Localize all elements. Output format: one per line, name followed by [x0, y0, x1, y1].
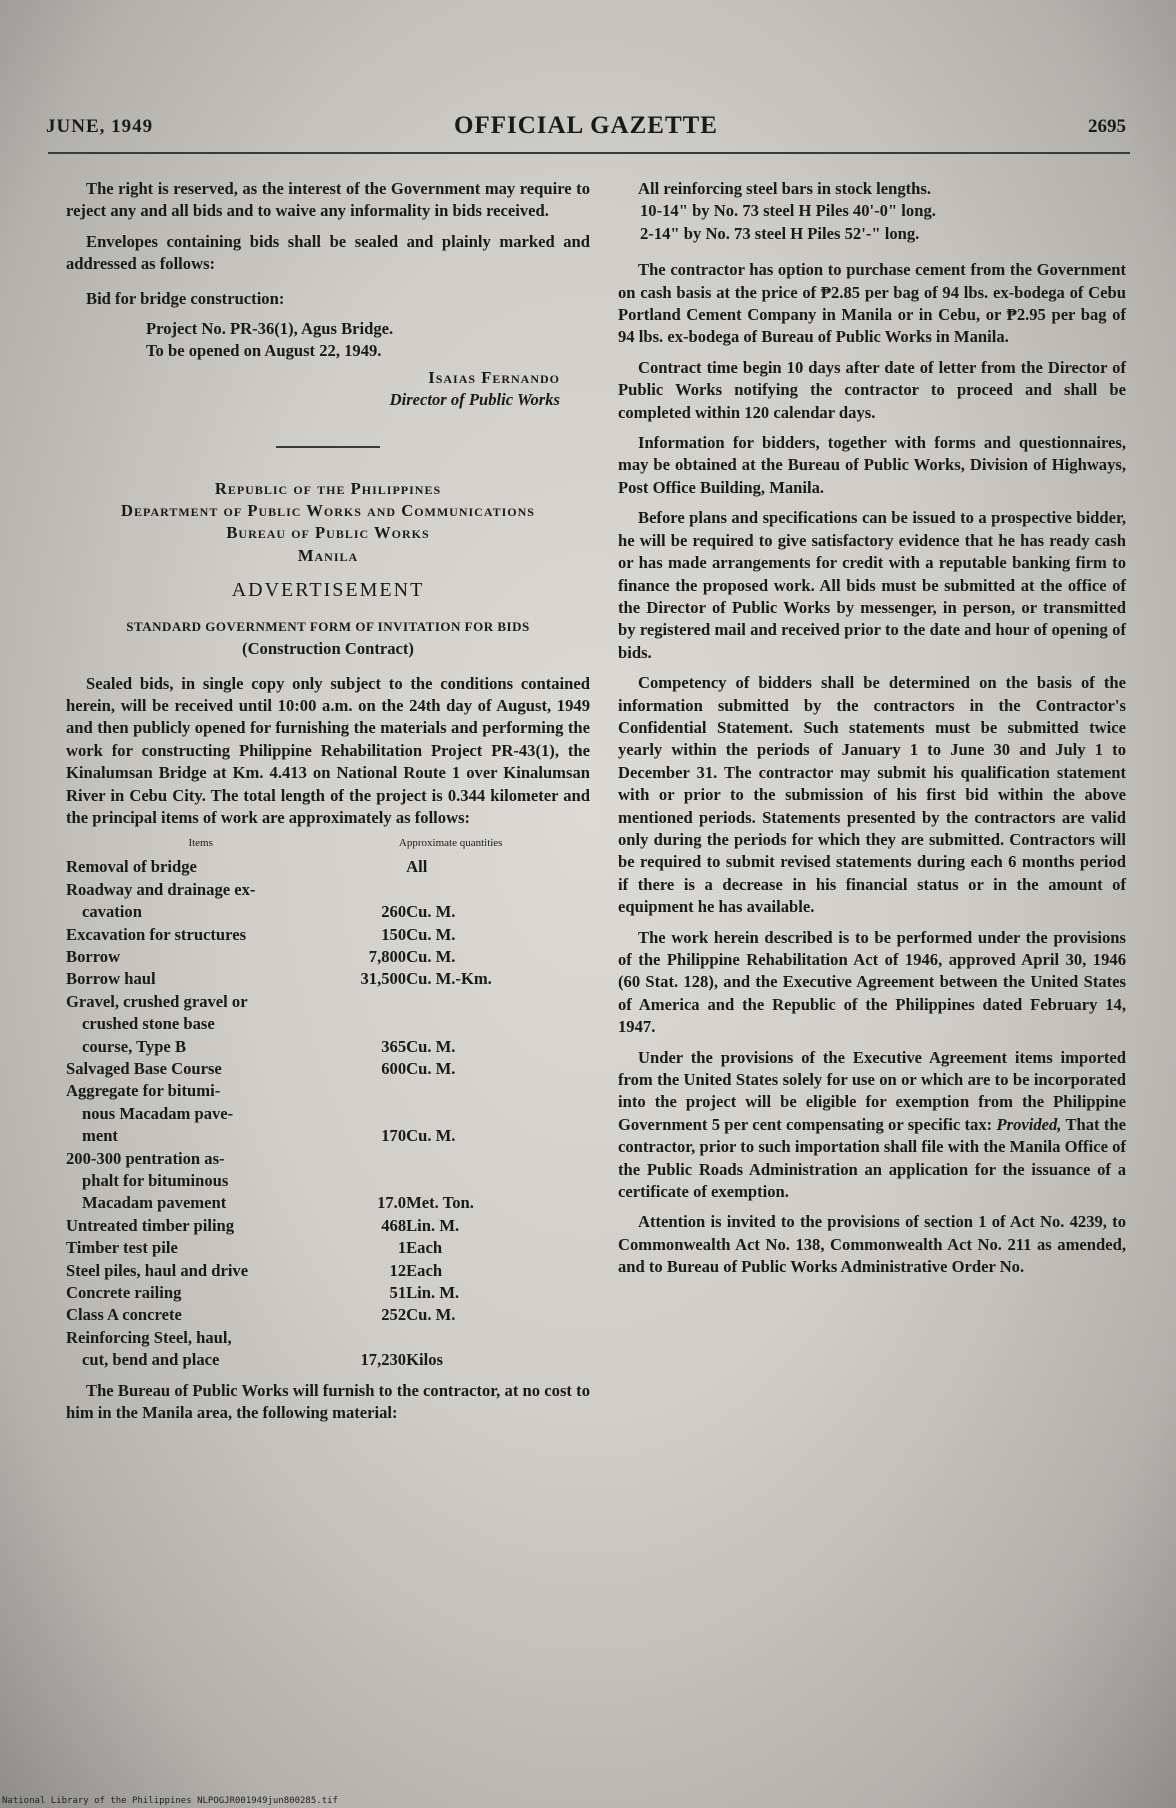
advertisement-heading: ADVERTISEMENT — [231, 579, 425, 602]
item-quantity — [335, 1327, 406, 1349]
standard-form-heading: STANDARD GOVERNMENT FORM OF INVITATION FOR BIDS — [126, 618, 530, 634]
item-name: Borrow haul — [66, 969, 156, 989]
item-unit — [406, 1148, 566, 1170]
item-name: Roadway and drainage ex- — [66, 879, 256, 899]
item-quantity — [335, 1080, 406, 1102]
item-quantity: 150 — [381, 924, 407, 944]
left-column — [66, 178, 590, 1433]
item-name: ment — [82, 1126, 118, 1146]
item-quantity — [335, 1170, 406, 1192]
table-row — [66, 1349, 566, 1371]
paragraph-text: That the contractor, prior to such importation shall file with the Manila Office of the Public Roads Administration an application for the issuance of a certificate of exemption. — [618, 1114, 1126, 1202]
table-row — [66, 1058, 566, 1080]
items-table-body — [66, 856, 566, 1371]
item-unit — [406, 1013, 566, 1035]
paragraph: The right is reserved, as the interest of the Government may require to reject any and all bids and to waive any informality in bids received. — [66, 179, 590, 221]
city-heading: Manila — [297, 545, 359, 565]
item-quantity: 17,230 — [360, 1350, 407, 1370]
item-name: Removal of bridge — [66, 857, 197, 877]
item-quantity — [335, 1103, 406, 1125]
header-page-number: 2695 — [1088, 116, 1126, 137]
table-row — [66, 1260, 566, 1282]
paragraph: The work herein described is to be performed under the provisions of the Philippine Rehabilitation Act of 1946, approved April 30, 1946 (60 Stat. 128), and the Executive Agreement between the United States of America and the Republic of the Philippines dated February 14, 1947. — [618, 927, 1126, 1037]
signatory-name: Isaias Fernando — [428, 367, 560, 387]
item-unit — [406, 1080, 566, 1102]
section-divider — [276, 446, 380, 448]
quantities-column-header: Approximate quantities — [398, 837, 503, 850]
item-unit — [406, 879, 566, 901]
scan-footer: National Library of the Philippines NLPOGJR001949jun800285.tif — [2, 1796, 338, 1806]
item-name: Aggregate for bitumi- — [66, 1081, 221, 1101]
item-name: Untreated timber piling — [66, 1215, 235, 1235]
table-row — [66, 1013, 566, 1035]
department-heading: Department of Public Works and Communications — [121, 501, 535, 521]
paragraph: Before plans and specifications can be issued to a prospective bidder, he will be required to give satisfactory evidence that he has ready cash or has made arrangements for credit with a reputable banking firm to finance the proposed work. All bids must be submitted at the office of the Director of Public Works by messenger, in person, or transmitted by registered mail and received prior to the date and hour of opening of bids. — [618, 508, 1126, 662]
table-row — [66, 1215, 566, 1237]
items-table — [66, 837, 566, 1371]
table-row — [66, 1327, 566, 1349]
item-name: Concrete railing — [66, 1283, 182, 1303]
paragraph-text: Under the provisions of the Executive Agreement items imported from the United States solely for use on or which are to be incorporated into the project will be eligible for exemption from the Philippine Government 5 per cent compensating or specific tax: — [618, 1047, 1126, 1134]
paragraph: Envelopes containing bids shall be sealed and plainly marked and addressed as follows: — [66, 231, 590, 274]
table-row — [66, 924, 566, 946]
item-quantity — [335, 879, 406, 901]
bid-for-line: Bid for bridge construction: — [86, 288, 285, 308]
item-unit: Cu. M. — [406, 1036, 456, 1056]
table-row — [66, 856, 566, 878]
paragraph: The contractor has option to purchase cement from the Government on cash basis at the price of ₱2.85 per bag of 94 lbs. ex-bodega of Cebu Portland Cement Company in Manila or in Cebu, or ₱2.95 per bag of 94 lbs. ex-bodega of Bureau of Public Works in Manila. — [618, 260, 1126, 347]
item-unit: Cu. M. — [406, 1059, 456, 1078]
item-unit: Kilos — [406, 1350, 443, 1370]
item-name: nous Macadam pave- — [82, 1103, 234, 1123]
page-header — [46, 112, 1126, 146]
item-unit — [406, 1103, 566, 1125]
item-name: Gravel, crushed gravel or — [66, 991, 248, 1011]
item-name: Steel piles, haul and drive — [66, 1260, 249, 1280]
item-quantity: 170 — [381, 1126, 407, 1146]
item-quantity: 31,500 — [360, 969, 407, 989]
paragraph: Attention is invited to the provisions of section 1 of Act No. 4239, to Commonwealth Act No. 138, Commonwealth Act No. 211 as amended, and to Bureau of Public Works Administrative Order No. — [618, 1212, 1126, 1277]
header-rule — [48, 152, 1130, 154]
item-name: 200-300 pentration as- — [66, 1148, 225, 1168]
item-unit: Cu. M. — [406, 924, 456, 944]
item-name: Class A concrete — [66, 1305, 182, 1325]
item-quantity — [335, 1013, 406, 1035]
item-name: phalt for bituminous — [82, 1171, 229, 1191]
paragraph: Competency of bidders shall be determined on the basis of the information submitted by the contractors in the Contractor's Confidential Statement. Such statements must be submitted twice yearly within the periods of January 1 to June 30 and July 1 to December 31. The contractor may submit his qualification statement with or prior to the submission of his first bid within the above mentioned periods. Statements presented by the contractors are valid only during the periods for which they are submitted. Contractors will be required to submit revised statements during each 6 months period if there is a decrease in his financial status or in the amount of equipment he has available. — [618, 673, 1126, 917]
item-unit — [406, 991, 566, 1013]
item-quantity: 252 — [381, 1305, 407, 1325]
paragraph: Sealed bids, in single copy only subject to the conditions contained herein, will be received until 10:00 a.m. on the 24th day of August, 1949 and then publicly opened for furnishing the materials and performing the work for constructing Philippine Rehabilitation Project PR-43(1), the Kinalumsan Bridge at Km. 4.413 on National Route 1 over Kinalumsan River in Cebu City. The total length of the project is 0.344 kilometer and the principal items of work are approximately as follows: — [66, 673, 590, 827]
item-quantity: 365 — [381, 1036, 407, 1056]
provided-word: Provided, — [996, 1114, 1062, 1134]
item-unit: Cu. M. — [406, 902, 456, 922]
right-column — [618, 178, 1126, 1287]
item-name: Timber test pile — [66, 1238, 178, 1258]
table-row — [66, 1304, 566, 1326]
signatory-title: Director of Public Works — [389, 390, 560, 410]
material-line: All reinforcing steel bars in stock lengths. — [638, 179, 931, 198]
item-quantity: 260 — [381, 902, 407, 922]
table-row — [66, 946, 566, 968]
bureau-heading: Bureau of Public Works — [226, 523, 430, 543]
items-column-header: Items — [188, 837, 213, 850]
contract-type: (Construction Contract) — [242, 639, 414, 659]
paragraph: Contract time begin 10 days after date of letter from the Director of Public Works notifying the contractor to proceed and shall be completed within 120 calendar days. — [618, 357, 1126, 422]
item-unit: Cu. M. — [406, 1126, 456, 1146]
item-name: crushed stone base — [82, 1014, 215, 1034]
table-row — [66, 1036, 566, 1058]
item-unit: Met. Ton. — [406, 1193, 474, 1213]
item-name: Borrow — [66, 946, 121, 966]
table-row — [66, 901, 566, 923]
item-quantity: 468 — [381, 1215, 407, 1235]
table-row — [66, 1103, 566, 1125]
table-row — [66, 1237, 566, 1259]
paragraph: Information for bidders, together with forms and questionnaires, may be obtained at the Bureau of Public Works, Division of Highways, Post Office Building, Manila. — [618, 433, 1126, 497]
header-title: OFFICIAL GAZETTE — [454, 112, 718, 139]
item-unit: Cu. M.-Km. — [406, 969, 492, 989]
item-name: Reinforcing Steel, haul, — [66, 1327, 232, 1347]
table-row — [66, 1148, 566, 1170]
item-unit: Lin. M. — [406, 1283, 460, 1303]
item-quantity — [335, 1148, 406, 1170]
item-unit: Cu. M. — [406, 946, 456, 966]
item-quantity: 51 — [389, 1283, 407, 1303]
table-row — [66, 879, 566, 901]
item-name: Excavation for structures — [66, 924, 247, 944]
item-quantity — [335, 856, 406, 878]
header-date: JUNE, 1949 — [46, 116, 154, 137]
item-quantity: 12 — [389, 1260, 407, 1280]
paragraph — [618, 1047, 1126, 1204]
item-quantity: 600 — [381, 1059, 407, 1078]
open-date-line: To be opened on August 22, 1949. — [146, 341, 382, 361]
table-row — [66, 1080, 566, 1102]
table-row — [66, 1282, 566, 1304]
item-unit: Each — [406, 1238, 443, 1258]
item-name: course, Type B — [82, 1036, 187, 1056]
item-unit — [406, 1327, 566, 1349]
item-name: cut, bend and place — [82, 1350, 220, 1370]
item-name: Salvaged Base Course — [66, 1059, 222, 1078]
item-quantity: 17.0 — [377, 1193, 407, 1213]
table-row — [66, 991, 566, 1013]
item-unit: Cu. M. — [406, 1305, 456, 1325]
item-quantity — [335, 991, 406, 1013]
item-quantity: 7,800 — [368, 946, 407, 966]
table-row — [66, 1170, 566, 1192]
table-row — [66, 1125, 566, 1147]
item-unit: Each — [406, 1260, 443, 1280]
republic-heading: Republic of the Philippines — [214, 478, 442, 498]
item-unit: Lin. M. — [406, 1215, 460, 1235]
table-row — [66, 968, 566, 990]
table-row — [66, 1192, 566, 1214]
item-unit: All — [406, 857, 428, 877]
item-name: cavation — [82, 902, 142, 922]
paragraph: The Bureau of Public Works will furnish to the contractor, at no cost to him in the Manila area, the following material: — [66, 1380, 590, 1423]
item-name: Macadam pavement — [82, 1193, 227, 1213]
item-quantity: 1 — [397, 1238, 407, 1258]
material-line: 10-14" by No. 73 steel H Piles 40'-0" long. — [640, 201, 936, 221]
material-line: 2-14" by No. 73 steel H Piles 52'-" long. — [640, 223, 920, 243]
project-line: Project No. PR-36(1), Agus Bridge. — [146, 319, 394, 339]
item-unit — [406, 1170, 566, 1192]
